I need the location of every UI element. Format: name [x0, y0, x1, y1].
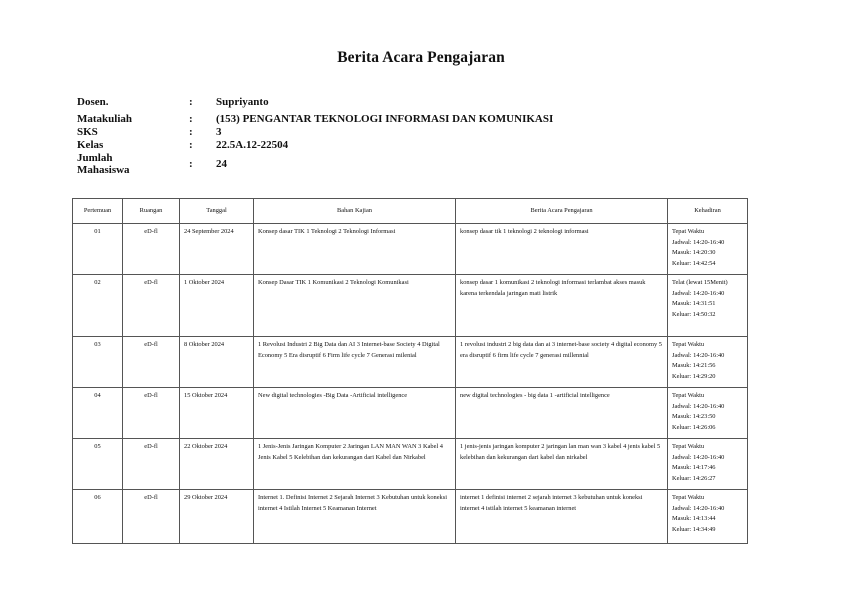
ruangan-cell: eD-fl: [123, 490, 180, 544]
kehadiran-masuk: Masuk: 14:21:56: [672, 362, 716, 369]
matakuliah-label: Matakuliah: [77, 113, 133, 125]
kehadiran-cell: [668, 388, 748, 439]
header-berita-acara: Berita Acara Pengajaran: [456, 199, 668, 224]
kehadiran-status: Tepat Waktu: [672, 494, 705, 501]
kehadiran-jadwal: Jadwal: 14:20-16:40: [672, 402, 725, 410]
dosen-value: Supriyanto: [216, 96, 269, 108]
kehadiran-cell: [668, 439, 748, 490]
kehadiran-cell: [668, 490, 748, 544]
kehadiran-keluar: Keluar: 14:26:06: [672, 423, 716, 431]
jumlah-mahasiswa-label: [77, 152, 189, 176]
ruangan-cell: eD-fl: [123, 275, 180, 337]
kehadiran-masuk: Masuk: 14:20:30: [672, 249, 716, 256]
ruangan-cell: eD-fl: [123, 224, 180, 275]
kehadiran-jadwal: Jadwal: 14:20-16:40: [672, 238, 725, 246]
kelas-value: 22.5A.12-22504: [216, 139, 289, 151]
kehadiran-status: Tepat Waktu: [672, 341, 705, 348]
ruangan-cell: eD-fl: [123, 337, 180, 388]
info-row-matakuliah: [77, 113, 553, 126]
kehadiran-keluar: Keluar: 14:42:54: [672, 259, 716, 267]
kehadiran-jadwal: Jadwal: 14:20-16:40: [672, 289, 725, 297]
kehadiran-jadwal: Jadwal: 14:20-16:40: [672, 504, 725, 512]
bahan-kajian-cell: 1 Revolusi Industri 2 Big Data dan AI 3 Internet-base Society 4 Digital Economy 5 Era disruptif 6 Firm life cycle 7 Generasi milenial: [254, 337, 456, 388]
kehadiran-keluar: Keluar: 14:50:32: [672, 310, 716, 318]
jumlah-mahasiswa-value: 24: [216, 158, 227, 170]
kehadiran-cell: [668, 337, 748, 388]
header-pertemuan: Pertemuan: [73, 199, 123, 224]
berita-acara-cell: konsep dasar 1 komunikasi 2 teknologi informasi terlambat akses masuk karena terkendala jaringan mati listrik: [456, 275, 668, 337]
tanggal-cell: 29 Oktober 2024: [180, 490, 254, 544]
kehadiran-status: Tepat Waktu: [672, 443, 705, 450]
kehadiran-cell: [668, 275, 748, 337]
matakuliah-value: (153) PENGANTAR TEKNOLOGI INFORMASI DAN KOMUNIKASI: [216, 113, 554, 125]
ruangan-cell: eD-fl: [123, 439, 180, 490]
table-header-row: [73, 199, 748, 224]
tanggal-cell: 22 Oktober 2024: [180, 439, 254, 490]
sks-label: SKS: [77, 126, 98, 138]
dosen-label: Dosen.: [77, 96, 109, 108]
info-row-sks: [77, 126, 553, 139]
pertemuan-cell: 04: [73, 388, 123, 439]
table-row: [73, 439, 748, 490]
bahan-kajian-cell: 1 Jenis-Jenis Jaringan Komputer 2 Jaringan LAN MAN WAN 3 Kabel 4 Jenis Kabel 5 Kelebihan dan kekurangan dari Kabel dan Nirkabel: [254, 439, 456, 490]
tanggal-cell: 8 Oktober 2024: [180, 337, 254, 388]
kehadiran-jadwal: Jadwal: 14:20-16:40: [672, 351, 725, 359]
berita-acara-cell: 1 revolusi industri 2 big data dan ai 3 internet-base society 4 digital economy 5 era disruptif 6 firm life cycle 7 generasi millennial: [456, 337, 668, 388]
kehadiran-masuk: Masuk: 14:17:46: [672, 464, 716, 471]
table-row: [73, 224, 748, 275]
teaching-record-table: [72, 198, 748, 544]
ruangan-cell: eD-fl: [123, 388, 180, 439]
header-tanggal: Tanggal: [180, 199, 254, 224]
header-bahan-kajian: Bahan Kajian: [254, 199, 456, 224]
table-row: [73, 388, 748, 439]
kelas-label: Kelas: [77, 139, 104, 151]
page-title: Berita Acara Pengajaran: [337, 49, 505, 66]
pertemuan-cell: 06: [73, 490, 123, 544]
berita-acara-cell: internet 1 definisi internet 2 sejarah internet 3 kebutuhan untuk koneksi internet 4 istilah internet 5 keamanan internet: [456, 490, 668, 544]
colon: :: [189, 96, 193, 108]
tanggal-cell: 15 Oktober 2024: [180, 388, 254, 439]
tanggal-cell: 24 September 2024: [180, 224, 254, 275]
colon: :: [189, 158, 193, 170]
tanggal-cell: 1 Oktober 2024: [180, 275, 254, 337]
kehadiran-status: Telat (lewat 15Menit): [672, 279, 728, 286]
colon: :: [189, 113, 193, 125]
kehadiran-keluar: Keluar: 14:26:27: [672, 474, 716, 482]
bahan-kajian-cell: Internet 1. Definisi Internet 2 Sejarah Internet 3 Kebutuhan untuk koneksi internet 4 Istilah Internet 5 Keamanan Internet: [254, 490, 456, 544]
sks-value: 3: [216, 126, 222, 138]
table-row: [73, 490, 748, 544]
header-kehadiran: Kehadiran: [668, 199, 748, 224]
info-row-jumlah-mahasiswa: [77, 152, 553, 176]
bahan-kajian-cell: Konsep dasar TIK 1 Teknologi 2 Teknologi Informasi: [254, 224, 456, 275]
pertemuan-cell: 01: [73, 224, 123, 275]
berita-acara-cell: konsep dasar tik 1 teknologi 2 teknologi informasi: [456, 224, 668, 275]
kehadiran-masuk: Masuk: 14:23:50: [672, 413, 716, 420]
berita-acara-cell: new digital technologies - big data 1 -artificial intelligence: [456, 388, 668, 439]
bahan-kajian-cell: New digital technologies -Big Data -Artificial intelligence: [254, 388, 456, 439]
kehadiran-jadwal: Jadwal: 14:20-16:40: [672, 453, 725, 461]
kehadiran-masuk: Masuk: 14:31:51: [672, 300, 716, 307]
pertemuan-cell: 05: [73, 439, 123, 490]
info-row-dosen: [77, 96, 553, 109]
colon: :: [189, 139, 193, 151]
colon: :: [189, 126, 193, 138]
kehadiran-cell: [668, 224, 748, 275]
table-row: [73, 337, 748, 388]
pertemuan-cell: 03: [73, 337, 123, 388]
table-row: [73, 275, 748, 337]
berita-acara-cell: 1 jenis-jenis jaringan komputer 2 jaringan lan man wan 3 kabel 4 jenis kabel 5 kelebihan dan kekurangan dari kabel dan nirkabel: [456, 439, 668, 490]
bahan-kajian-cell: Konsep Dasar TIK 1 Komunikasi 2 Teknologi Komunikasi: [254, 275, 456, 337]
info-row-kelas: [77, 139, 553, 152]
jumlah-label-line1: Jumlah: [77, 152, 113, 164]
pertemuan-cell: 02: [73, 275, 123, 337]
kehadiran-keluar: Keluar: 14:34:49: [672, 525, 716, 533]
kehadiran-masuk: Masuk: 14:13:44: [672, 515, 716, 522]
kehadiran-keluar: Keluar: 14:29:20: [672, 372, 716, 380]
header-ruangan: Ruangan: [123, 199, 180, 224]
course-info: [77, 96, 553, 176]
kehadiran-status: Tepat Waktu: [672, 228, 705, 235]
kehadiran-status: Tepat Waktu: [672, 392, 705, 399]
jumlah-label-line2: Mahasiswa: [77, 164, 130, 176]
